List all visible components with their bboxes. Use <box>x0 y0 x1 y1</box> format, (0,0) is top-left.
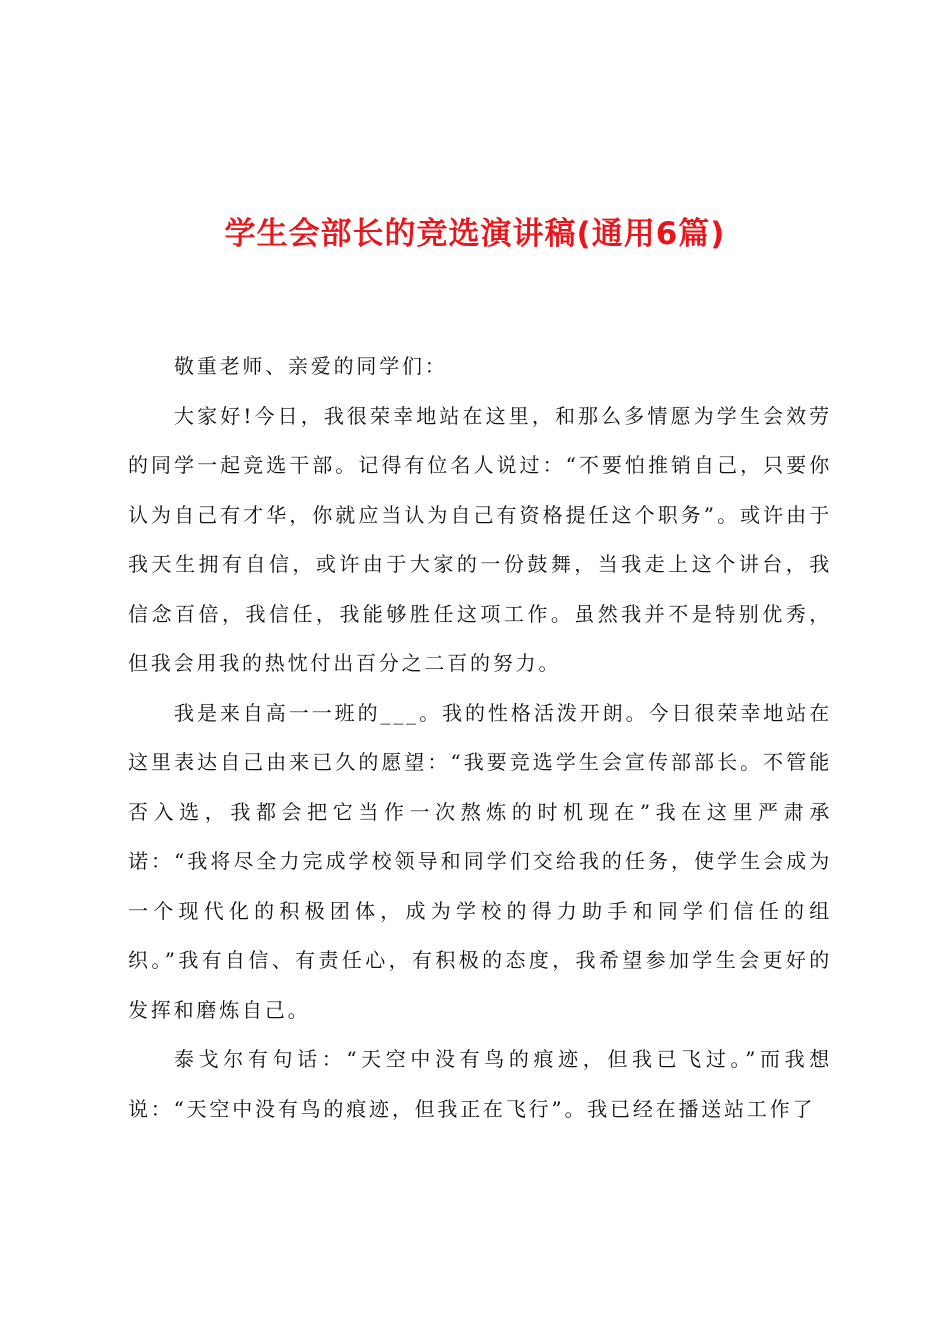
salutation-paragraph: 敬重老师、亲爱的同学们： <box>174 354 448 378</box>
document-body <box>128 342 832 1134</box>
body-paragraph-2: 我是来自高一一班的___。我的性格活泼开朗。今日很荣幸地站在这里表达自己由来已久的愿望：“我要竞选学生会宣传部部长。不管能否入选，我都会把它当作一次熬炼的时机现在”我在这里严肃承诺：“我将尽全力完成学校领导和同学们交给我的任务，使学生会成为一个现代化的积极团体，成为学校的得力助手和同学们信任的组织。”我有自信、有责任心，有积极的态度，我希望参加学生会更好的发挥和磨炼自己。 <box>128 700 832 1022</box>
body-paragraph-1: 大家好!今日，我很荣幸地站在这里，和那么多情愿为学生会效劳的同学一起竞选干部。记得有位名人说过：“不要怕推销自己，只要你认为自己有才华，你就应当认为自己有资格提任这个职务”。或许由于我天生拥有自信，或许由于大家的一份鼓舞，当我走上这个讲台，我信念百倍，我信任，我能够胜任这项工作。虽然我并不是特别优秀，但我会用我的热忱付出百分之二百的努力。 <box>128 403 832 675</box>
body-paragraph-3: 泰戈尔有句话：“天空中没有鸟的痕迹，但我已飞过。”而我想说：“天空中没有鸟的痕迹，但我正在飞行”。我已经在播送站工作了 <box>128 1047 832 1121</box>
document-title: 学生会部长的竞选演讲稿(通用6篇) <box>224 216 726 252</box>
